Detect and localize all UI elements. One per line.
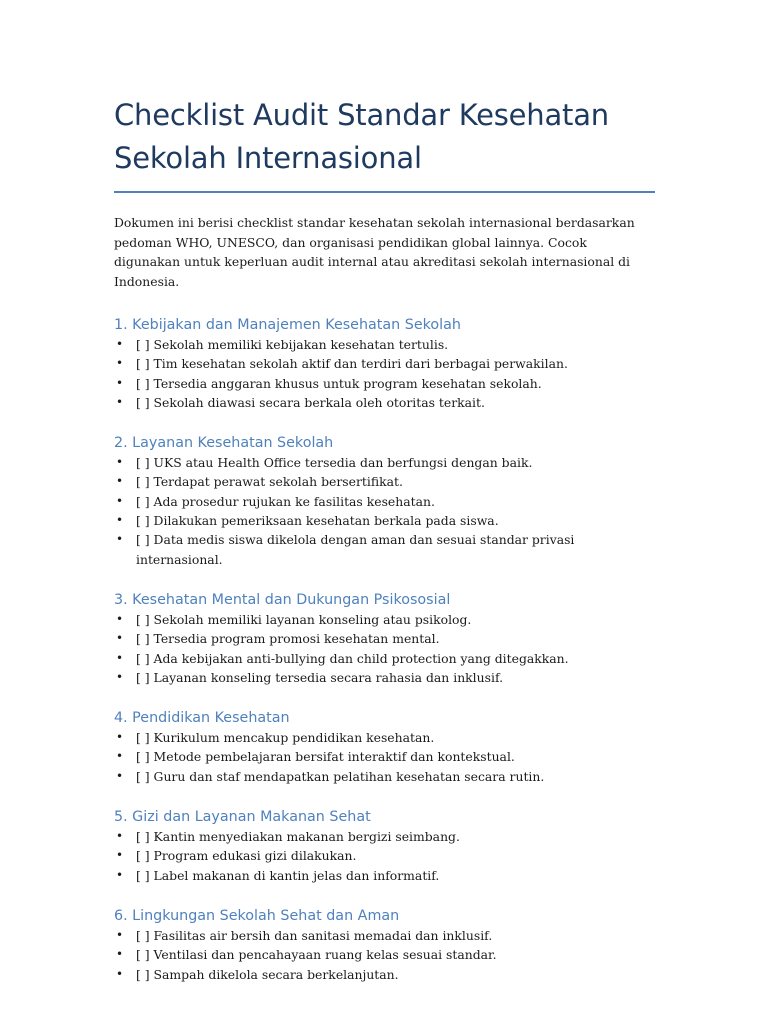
checklist-section — [114, 315, 655, 412]
section-heading: 1. Kebijakan dan Manajemen Kesehatan Sekolah — [114, 317, 461, 333]
checklist-item — [114, 747, 655, 766]
checklist-item-text: [ ] Terdapat perawat sekolah bersertifikat. — [136, 474, 403, 490]
section-heading: 6. Lingkungan Sekolah Sehat dan Aman — [114, 907, 400, 924]
bullet-icon: • — [116, 337, 124, 351]
document-title-line-2: Sekolah Internasional — [114, 141, 422, 175]
bullet-icon: • — [116, 474, 124, 489]
checklist-item-text: [ ] Ada kebijakan anti-bullying dan child protection yang ditegakkan. — [136, 650, 569, 666]
checklist — [114, 926, 655, 984]
checklist-section — [114, 590, 655, 687]
checklist-item-text: [ ] Data medis siswa dikelola dengan aman dan sesuai standar privasi internasional. — [136, 532, 575, 567]
checklist-item — [114, 530, 655, 569]
bullet-icon: • — [116, 867, 124, 882]
checklist — [114, 335, 655, 412]
checklist-item — [114, 354, 655, 373]
checklist-item-text: [ ] Kantin menyediakan makanan bergizi seimbang. — [136, 829, 460, 845]
bullet-icon: • — [116, 493, 124, 508]
checklist-item — [114, 965, 655, 984]
checklist-item — [114, 335, 655, 354]
section-heading: 2. Layanan Kesehatan Sekolah — [114, 435, 334, 452]
bullet-icon: • — [116, 631, 124, 646]
checklist-item — [114, 472, 655, 491]
bullet-icon: • — [116, 669, 124, 684]
bullet-icon: • — [116, 730, 124, 745]
checklist-item — [114, 629, 655, 648]
bullet-icon: • — [116, 848, 124, 863]
document-page — [114, 94, 655, 984]
checklist — [114, 453, 655, 569]
checklist-item-text: [ ] Tim kesehatan sekolah aktif dan terdiri dari berbagai perwakilan. — [136, 356, 568, 372]
checklist-item — [114, 610, 655, 629]
bullet-icon: • — [116, 966, 124, 981]
bullet-icon: • — [116, 829, 124, 844]
checklist-item — [114, 827, 655, 846]
checklist-item-text: [ ] Tersedia anggaran khusus untuk program kesehatan sekolah. — [136, 375, 542, 391]
checklist-item — [114, 945, 655, 964]
checklist — [114, 827, 655, 885]
checklist-item — [114, 866, 655, 885]
checklist-item-text: [ ] Label makanan di kantin jelas dan informatif. — [136, 867, 440, 883]
checklist-section — [114, 433, 655, 569]
checklist-item-text: [ ] Program edukasi gizi dilakukan. — [136, 848, 357, 864]
checklist-item-text: [ ] Sampah dikelola secara berkelanjutan. — [136, 966, 399, 982]
document-title-line-1: Checklist Audit Standar Kesehatan — [114, 98, 609, 132]
checklist-section — [114, 906, 655, 984]
bullet-icon: • — [116, 927, 124, 942]
checklist-item — [114, 649, 655, 668]
checklist-section — [114, 807, 655, 885]
section-heading: 4. Pendidikan Kesehatan — [114, 710, 290, 727]
checklist-item-text: [ ] Ventilasi dan pencahayaan ruang kelas sesuai standar. — [136, 947, 497, 963]
checklist-sections — [114, 315, 655, 984]
checklist-item-text: [ ] Dilakukan pemeriksaan kesehatan berkala pada siswa. — [136, 513, 499, 529]
checklist-item — [114, 393, 655, 412]
bullet-icon: • — [116, 650, 124, 665]
checklist-item-text: [ ] Kurikulum mencakup pendidikan kesehatan. — [136, 730, 435, 746]
checklist-item-text: [ ] Sekolah memiliki kebijakan kesehatan tertulis. — [136, 337, 449, 352]
checklist-item — [114, 453, 655, 472]
bullet-icon: • — [116, 947, 124, 962]
checklist-item — [114, 668, 655, 687]
title-divider — [114, 191, 655, 193]
checklist-item — [114, 511, 655, 530]
checklist-item-text: [ ] UKS atau Health Office tersedia dan berfungsi dengan baik. — [136, 455, 533, 471]
checklist-item-text: [ ] Sekolah diawasi secara berkala oleh otoritas terkait. — [136, 394, 485, 410]
bullet-icon: • — [116, 375, 124, 390]
bullet-icon: • — [116, 455, 124, 470]
bullet-icon: • — [116, 532, 124, 547]
checklist-item-text: [ ] Ada prosedur rujukan ke fasilitas kesehatan. — [136, 493, 435, 509]
checklist — [114, 728, 655, 786]
checklist-item — [114, 846, 655, 865]
checklist-item-text: [ ] Layanan konseling tersedia secara rahasia dan inklusif. — [136, 669, 504, 685]
document-title — [114, 94, 655, 180]
section-heading: 3. Kesehatan Mental dan Dukungan Psikososial — [114, 591, 451, 608]
bullet-icon: • — [116, 513, 124, 528]
checklist-item-text: [ ] Tersedia program promosi kesehatan mental. — [136, 631, 440, 647]
checklist-item — [114, 728, 655, 747]
bullet-icon: • — [116, 356, 124, 371]
checklist-item — [114, 926, 655, 945]
intro-paragraph: Dokumen ini berisi checklist standar kesehatan sekolah internasional berdasarkan pedoman WHO, UNESCO, dan organisasi pendidikan global lainnya. Cocok digunakan untuk keperluan audit internal atau akreditasi sekolah internasional di Indonesia. — [114, 215, 635, 289]
checklist-item-text: [ ] Sekolah memiliki layanan konseling atau psikolog. — [136, 611, 472, 627]
bullet-icon: • — [116, 768, 124, 783]
checklist — [114, 610, 655, 687]
checklist-item — [114, 374, 655, 393]
checklist-item-text: [ ] Fasilitas air bersih dan sanitasi memadai dan inklusif. — [136, 927, 493, 943]
checklist-item-text: [ ] Guru dan staf mendapatkan pelatihan kesehatan secara rutin. — [136, 768, 545, 784]
checklist-item — [114, 492, 655, 511]
checklist-item-text: [ ] Metode pembelajaran bersifat interaktif dan kontekstual. — [136, 749, 515, 765]
checklist-section — [114, 708, 655, 786]
bullet-icon: • — [116, 394, 124, 409]
bullet-icon: • — [116, 611, 124, 626]
section-heading: 5. Gizi dan Layanan Makanan Sehat — [114, 809, 371, 826]
checklist-item — [114, 767, 655, 786]
bullet-icon: • — [116, 749, 124, 764]
